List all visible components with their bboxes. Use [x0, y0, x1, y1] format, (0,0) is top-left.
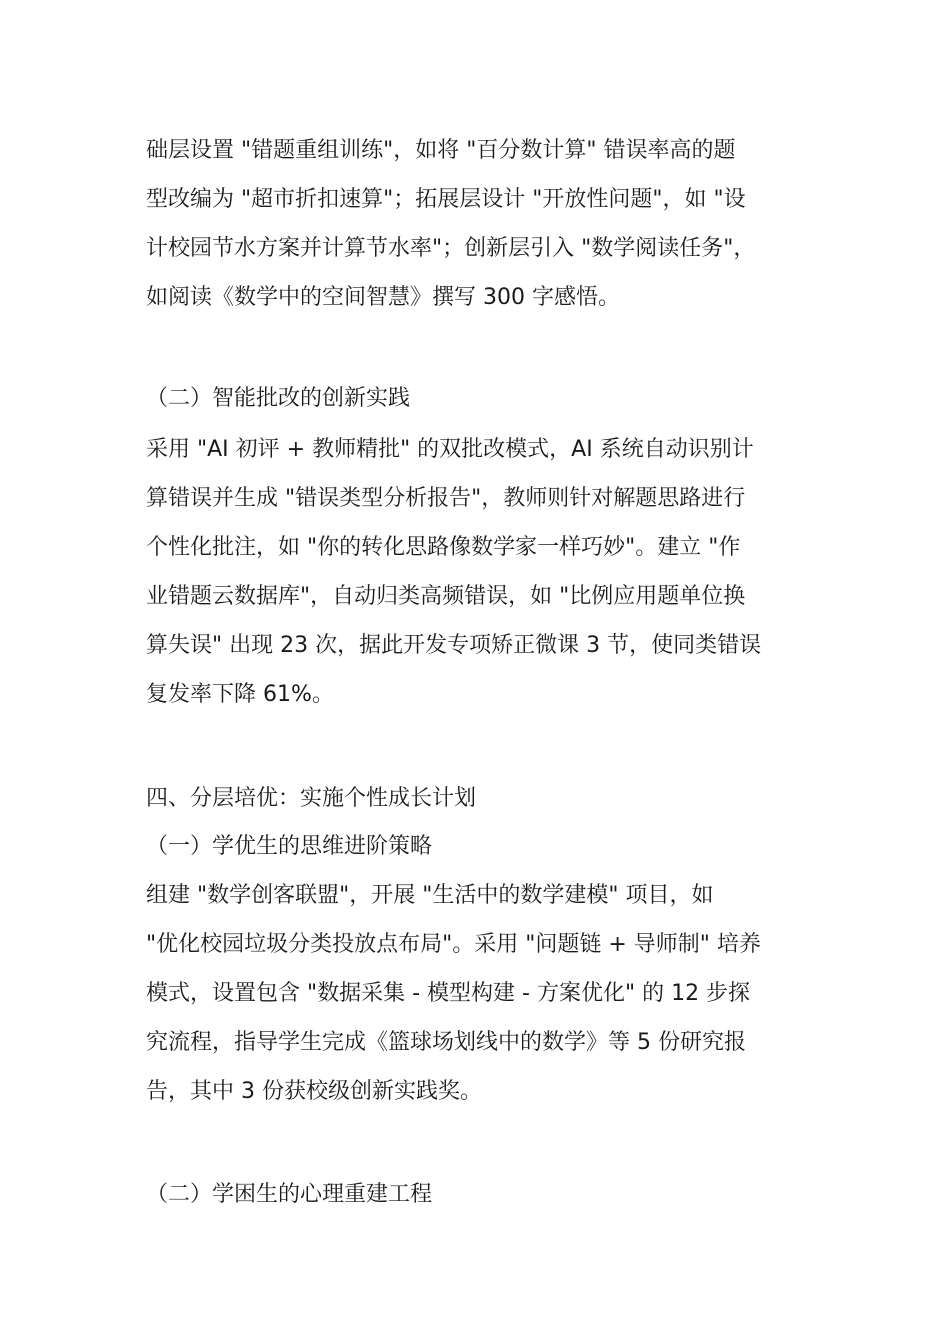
- paragraph-2-line-3: 个性化批注，如 "你的转化思路像数学家一样巧妙"。建立 "作: [146, 535, 741, 560]
- paragraph-3-line-3: 模式，设置包含 "数据采集 - 模型构建 - 方案优化" 的 12 步探: [146, 981, 751, 1006]
- paragraph-2-line-1: 采用 "AI 初评 + 教师精批" 的双批改模式，AI 系统自动识别计: [146, 437, 754, 462]
- paragraph-2-line-2: 算错误并生成 "错误类型分析报告"，教师则针对解题思路进行: [146, 486, 746, 511]
- heading-smart-grading: （二）智能批改的创新实践: [146, 386, 411, 411]
- paragraph-2-line-6: 复发率下降 61%。: [146, 682, 334, 707]
- paragraph-1-line-1: 础层设置 "错题重组训练"，如将 "百分数计算" 错误率高的题: [146, 138, 736, 163]
- heading-top-students: （一）学优生的思维进阶策略: [146, 834, 433, 859]
- paragraph-1-line-3: 计校园节水方案并计算节水率"；创新层引入 "数学阅读任务"，: [146, 236, 756, 261]
- paragraph-2-line-5: 算失误" 出现 23 次，据此开发专项矫正微课 3 节，使同类错误: [146, 633, 762, 658]
- paragraph-3-line-5: 告，其中 3 份获校级创新实践奖。: [146, 1079, 482, 1104]
- paragraph-3-line-1: 组建 "数学创客联盟"，开展 "生活中的数学建模" 项目，如: [146, 883, 714, 908]
- paragraph-3-line-2: "优化校园垃圾分类投放点布局"。采用 "问题链 + 导师制" 培养: [146, 932, 761, 957]
- paragraph-1-line-2: 型改编为 "超市折扣速算"；拓展层设计 "开放性问题"，如 "设: [146, 187, 746, 212]
- paragraph-3-line-4: 究流程，指导学生完成《篮球场划线中的数学》等 5 份研究报: [146, 1030, 746, 1055]
- paragraph-2-line-4: 业错题云数据库"，自动归类高频错误，如 "比例应用题单位换: [146, 584, 746, 609]
- heading-struggling-students: （二）学困生的心理重建工程: [146, 1182, 433, 1207]
- heading-section-4: 四、分层培优：实施个性成长计划: [146, 786, 477, 811]
- paragraph-1-line-4: 如阅读《数学中的空间智慧》撰写 300 字感悟。: [146, 285, 620, 310]
